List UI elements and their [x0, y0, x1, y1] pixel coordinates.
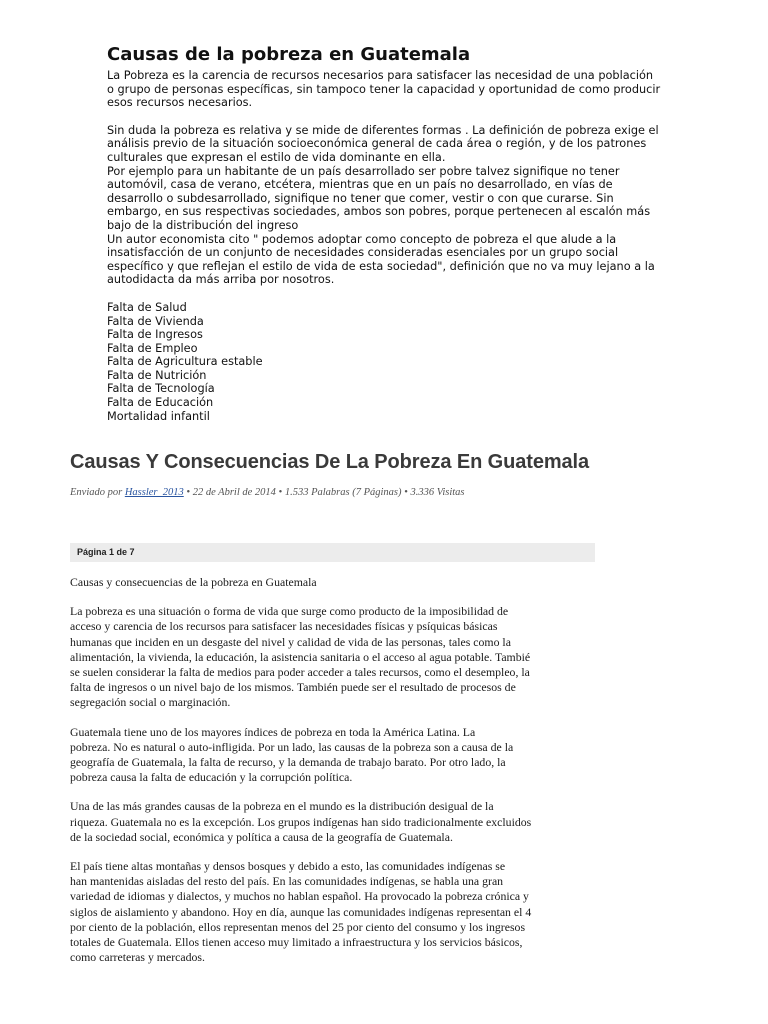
meta-date: 22 de Abril de 2014 — [192, 486, 276, 498]
list-item: Falta de Agricultura estable — [107, 355, 263, 369]
document-paragraph-3: Una de las más grandes causas de la pobreza en el mundo es la distribución desigual de la riqueza. Guatemala no es la excepción. Los grupos indígenas han sido tradicionalmente excluidos de la sociedad social, económica y política a causa de la geografía de Guatemala. — [70, 799, 532, 844]
list-item: Falta de Tecnología — [107, 382, 215, 396]
author-link[interactable]: Hassler_2013 — [124, 486, 184, 498]
meta-separator: • — [186, 486, 191, 498]
meta-separator: • — [404, 486, 408, 498]
list-item: Falta de Ingresos — [107, 328, 203, 342]
list-item: Falta de Vivienda — [107, 314, 204, 328]
list-item: Falta de Salud — [107, 300, 187, 314]
article-header — [70, 451, 600, 498]
meta-prefix: Enviado por — [70, 486, 123, 498]
essay-title: Causas de la pobreza en Guatemala — [107, 44, 471, 65]
list-item: Falta de Empleo — [107, 341, 198, 355]
meta-visits: 3.336 Visitas — [410, 486, 465, 498]
essay-paragraph-1: La Pobreza es la carencia de recursos necesarios para satisfacer las necesidad de una población o grupo de personas específicas, sin tampoco tener la capacidad y oportunidad de como producir esos recursos necesarios. — [107, 69, 661, 110]
essay-paragraph-2: Sin duda la pobreza es relativa y se mide de diferentes formas . La definición de pobreza exige el análisis previo de la situación socioeconómica general de cada área o región, y de los patrones culturales que expresan el estilo de vida dominante en ella. Por ejemplo para un habitante de un país desarrollado ser pobre talvez signifique no tener automóvil, casa de verano, etcétera, mientras que en un país no desarrollado, en vías de desarrollo o subdesarrollado, signifique no tener que comer, vestir o con que curarse. Sin embargo, en sus respectivas sociedades, ambos son pobres, porque pertenecen al escalón más bajo de la distribución del ingreso Un autor economista cito " podemos adoptar como concepto de pobreza el que alude a la insatisfacción de un conjunto de necesidades consideradas esenciales por un grupo social específico y que reflejan el estilo de vida de esta sociedad", definición que no va muy lejano a la autodidacta da más arriba por nosotros. — [107, 123, 659, 287]
meta-separator: • — [278, 486, 283, 498]
list-item: Falta de Nutrición — [107, 368, 207, 382]
article-title: Causas Y Consecuencias De La Pobreza En Guatemala — [70, 451, 590, 473]
list-item: Mortalidad infantil — [107, 409, 210, 423]
essay-section — [107, 44, 667, 423]
document-title: Causas y consecuencias de la pobreza en Guatemala — [70, 575, 317, 589]
meta-word-count: 1.533 Palabras (7 Páginas) — [284, 486, 402, 498]
causes-list — [107, 301, 667, 423]
list-item: Falta de Educación — [107, 396, 214, 410]
article-meta — [70, 487, 600, 498]
page-indicator: Página 1 de 7 — [70, 543, 595, 562]
document-paragraph-4: El país tiene altas montañas y densos bosques y debido a esto, las comunidades indígenas se han mantenidas aisladas del resto del país. En las comunidades indígenas, se habla una gran variedad de idiomas y dialectos, y muchos no hablan español. Ha provocado la pobreza crónica y siglos de aislamiento y abandono. Hoy en día, aunque las comunidades indígenas representan el 4 por ciento de la población, ellos representan menos del 25 por ciento del consumo y los ingresos totales de Guatemala. Ellos tienen acceso muy limitado a infraestructura y los servicios básicos, como carreteras y mercados. — [70, 859, 532, 965]
document-paragraph-2: Guatemala tiene uno de los mayores índices de pobreza en toda la América Latina. La pobreza. No es natural o auto-infligida. Por un lado, las causas de la pobreza son a causa de la geografía de Guatemala, la falta de recurso, y la demanda de trabajo barato. Por otro lado, la pobreza causa la falta de educación y la corrupción política. — [70, 724, 514, 785]
document-preview — [70, 575, 595, 979]
document-paragraph-1: La pobreza es una situación o forma de vida que surge como producto de la imposibilidad de acceso y carencia de los recursos para satisfacer las necesidades físicas y psíquicas básicas humanas que inciden en un desgaste del nivel y calidad de vida de las personas, tales como la alimentación, la vivienda, la educación, la asistencia sanitaria o el acceso al agua potable. Tambié se suelen considerar la falta de medios para poder acceder a tales recursos, como el desempleo, la falta de ingresos o un nivel bajo de los mismos. También puede ser el resultado de procesos de segregación social o marginación. — [70, 604, 531, 710]
